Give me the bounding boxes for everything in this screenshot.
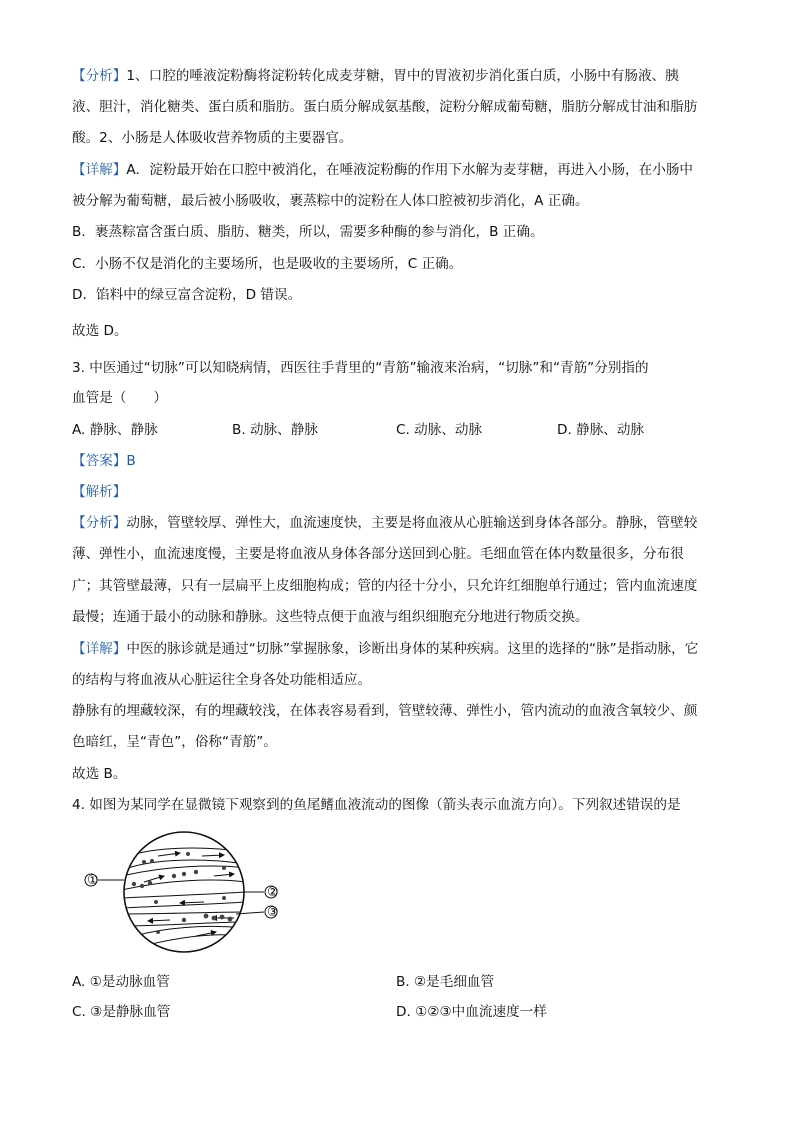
q3-stem-line-1: 3. 中医通过“切脉”可以知晓病情，西医往手背里的“青筋”输液来治病，“切脉”和“青筋”分别指的 [72,360,649,376]
q3-option-c: C. 动脉、动脉 [396,422,483,438]
label-3: ③ [267,905,279,920]
q2-conclusion: 故选 D。 [72,323,128,339]
q3-option-a: A. 静脉、静脉 [72,422,158,438]
analysis-tag: 【分析】 [72,515,127,531]
analysis-tag: 【分析】 [72,68,127,84]
q3-analysis-line-2: 薄、弹性小，血流速度慢，主要是将血液从身体各部分送回到心脏。毛细血管在体内数量很多，分布很 [72,546,684,562]
q3-answer: 【答案】B [72,453,136,469]
q3-detail-line-1: 【详解】中医的脉诊就是通过“切脉”掌握脉象，诊断出身体的某种疾病。这里的选择的“脉”是指动脉，它 [72,641,699,657]
q3-detail-line-4: 色暗红，呈“青色”，俗称“青筋”。 [72,734,277,750]
q2-detail-line-5: D．馅料中的绿豆富含淀粉，D 错误。 [72,287,302,303]
q2-detail-line-3: B．裹蒸粽富含蛋白质、脂肪、糖类，所以，需要多种酶的参与消化，B 正确。 [72,224,544,240]
q3-analysis-line-3: 广；其管壁最薄，只有一层扁平上皮细胞构成；管的内径十分小，只允许红细胞单行通过；管内血流速度 [72,578,698,594]
q3-option-b: B. 动脉、静脉 [232,422,318,438]
q3-analysis-line-4: 最慢；连通于最小的动脉和静脉。这些特点便于血液与组织细胞充分地进行物质交换。 [72,609,589,625]
q3-detail-line-2: 的结构与将血液从心脏运往全身各处功能相适应。 [72,672,372,688]
q4-option-a: A. ①是动脉血管 [72,974,170,990]
blood-flow-microscope-figure [84,828,294,958]
q3-jiexi-tag: 【解析】 [72,484,127,500]
q3-analysis-line-1: 【分析】动脉，管壁较厚、弹性大，血流速度快，主要是将血液从心脏输送到身体各部分。静脉，管壁较 [72,515,698,531]
q3-option-d: D. 静脉、动脉 [557,422,645,438]
label-1: ① [87,873,99,888]
detail-tag: 【详解】 [72,162,127,178]
q4-option-d: D. ①②③中血流速度一样 [396,1004,547,1020]
q2-detail-line-4: C．小肠不仅是消化的主要场所，也是吸收的主要场所，C 正确。 [72,256,463,272]
q4-option-b: B. ②是毛细血管 [396,974,495,990]
q3-conclusion: 故选 B。 [72,766,127,782]
q2-detail-line-2: 被分解为葡萄糖，最后被小肠吸收，裹蒸粽中的淀粉在人体口腔被初步消化，A 正确。 [72,193,589,209]
q4-option-c: C. ③是静脉血管 [72,1004,171,1020]
q2-analysis-line-1: 【分析】1、口腔的唾液淀粉酶将淀粉转化成麦芽糖，胃中的胃液初步消化蛋白质，小肠中有肠液、胰 [72,68,679,84]
q2-analysis-line-3: 酸。2、小肠是人体吸收营养物质的主要器官。 [72,130,353,146]
q3-stem-line-2: 血管是（ ） [72,390,168,406]
label-2: ② [267,885,279,900]
q3-detail-line-3: 静脉有的埋藏较深，有的埋藏较浅，在体表容易看到，管壁较薄、弹性小，管内流动的血液含氧较少、颜 [72,703,698,719]
microscope-view-diagram [84,828,294,958]
q4-stem: 4. 如图为某同学在显微镜下观察到的鱼尾鳍血液流动的图像（箭头表示血流方向）。下列叙述错误的是 [72,797,681,813]
q2-detail-line-1: 【详解】A．淀粉最开始在口腔中被消化，在唾液淀粉酶的作用下水解为麦芽糖，再进入小肠，在小肠中 [72,162,694,178]
q2-analysis-line-2: 液、胆汁，消化糖类、蛋白质和脂肪。蛋白质分解成氨基酸，淀粉分解成葡萄糖，脂肪分解成甘油和脂肪 [72,99,698,115]
detail-tag: 【详解】 [72,641,127,657]
